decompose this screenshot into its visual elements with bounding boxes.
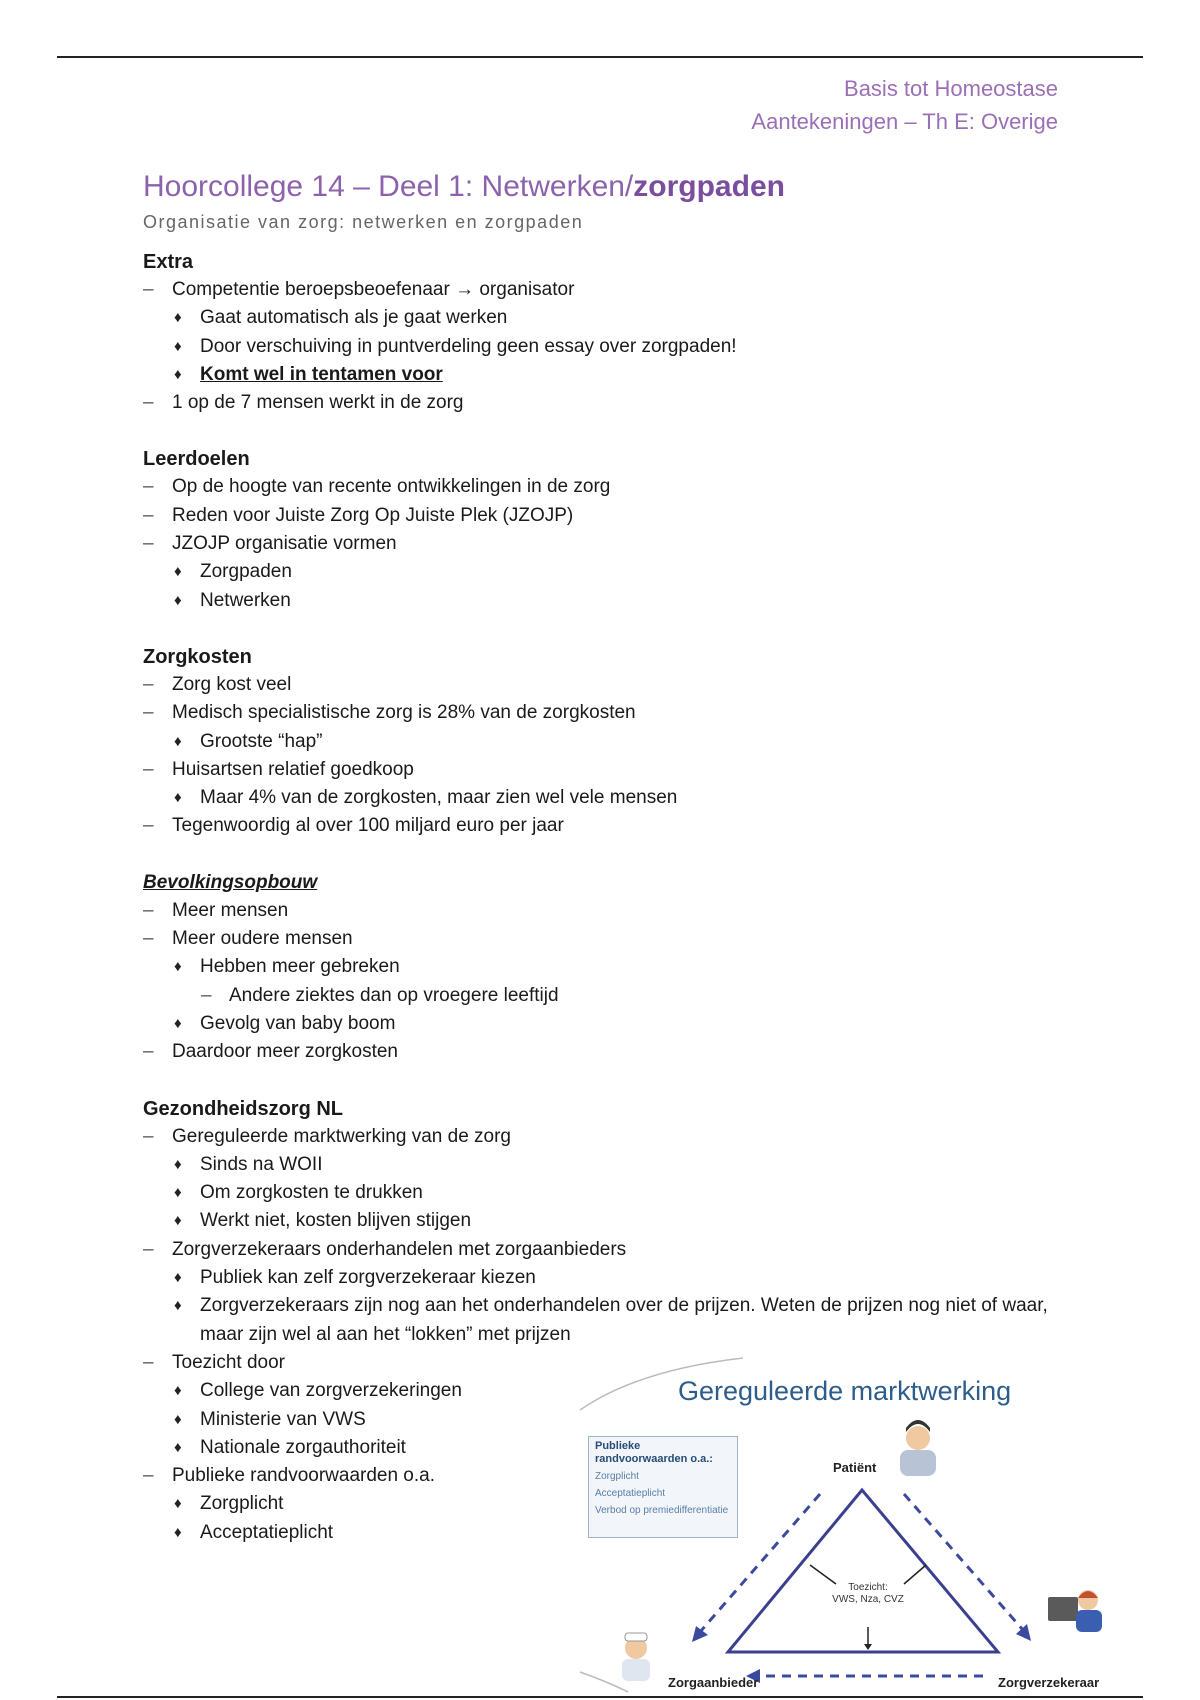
list-item: – JZOJP organisatie vormen <box>143 530 1063 558</box>
label-patient: Patiënt <box>833 1460 877 1475</box>
list-item: ♦ Om zorgkosten te drukken <box>143 1179 1063 1207</box>
section-heading-extra: Extra <box>143 251 194 273</box>
list-leerdoelen <box>143 473 1063 614</box>
list-item: ♦ Grootste “hap” <box>143 728 1063 756</box>
patient-icon <box>900 1420 936 1476</box>
page-title <box>143 168 1063 206</box>
header-line-2: Aantekeningen – Th E: Overige <box>751 109 1058 134</box>
page-subtitle: Organisatie van zorg: netwerken en zorgpaden <box>143 212 584 232</box>
emphasis-text: Komt wel in tentamen voor <box>200 363 443 385</box>
section-heading-leerdoelen: Leerdoelen <box>143 448 250 471</box>
list-item: ♦ Gevolg van baby boom <box>143 1010 1063 1038</box>
list-item: ♦ Ministerie van VWS <box>143 1406 1063 1434</box>
list-extra <box>143 276 1063 417</box>
list-item: – Reden voor Juiste Zorg Op Juiste Plek (JZOJP) <box>143 502 1063 530</box>
list-item: – Meer mensen <box>143 897 1063 925</box>
list-zorgkosten <box>143 671 1063 841</box>
arrowhead-verzekeraar <box>1016 1624 1031 1641</box>
list-item: ♦ Hebben meer gebreken <box>143 953 1063 981</box>
section-heading-gezondheidszorg: Gezondheidszorg NL <box>143 1097 343 1120</box>
box-item: Zorgplicht <box>595 1471 639 1482</box>
box-title: Publieke randvoorwaarden o.a.: <box>595 1440 713 1465</box>
top-rule <box>57 56 1143 58</box>
bottom-rule <box>57 1696 1143 1698</box>
list-item: ♦ Gaat automatisch als je gaat werken <box>143 304 1063 332</box>
triangle-shape <box>728 1490 998 1652</box>
aanbieder-icon <box>622 1633 650 1681</box>
list-item: ♦ College van zorgverzekeringen <box>143 1377 1063 1405</box>
list-item: ♦ Zorgpaden <box>143 558 1063 586</box>
list-item: – Zorgverzekeraars onderhandelen met zorgaanbieders <box>143 1236 1063 1264</box>
page-title-bold: zorgpaden <box>633 170 785 203</box>
running-header <box>751 72 1058 138</box>
list-item: – Op de hoogte van recente ontwikkelingen in de zorg <box>143 473 1063 501</box>
list-item: – Toezicht door <box>143 1349 1063 1377</box>
list-item: ♦ Acceptatieplicht <box>143 1519 1063 1547</box>
list-item: – Gereguleerde marktwerking van de zorg <box>143 1123 1063 1151</box>
decor-curve-bottom <box>580 1672 628 1692</box>
list-item <box>143 361 1063 389</box>
list-item: – Medisch specialistische zorg is 28% van de zorgkosten <box>143 699 1063 727</box>
list-item: ♦ Publiek kan zelf zorgverzekeraar kiezen <box>143 1264 1063 1292</box>
label-zorgaanbieder: Zorgaanbieder <box>668 1675 759 1690</box>
list-item: – Publieke randvoorwaarden o.a. <box>143 1462 1063 1490</box>
figure-gereguleerde-marktwerking <box>578 1352 1118 1694</box>
arrowhead-aanbieder <box>692 1626 708 1642</box>
list-item: ♦ Maar 4% van de zorgkosten, maar zien wel vele mensen <box>143 784 1063 812</box>
section-heading-zorgkosten: Zorgkosten <box>143 645 252 668</box>
toezicht-label <box>823 1582 913 1606</box>
box-item: Acceptatieplicht <box>595 1488 666 1499</box>
toezicht-pointer-head <box>864 1644 872 1650</box>
page-title-main: Hoorcollege 14 – Deel 1: Netwerken/ <box>143 170 634 203</box>
list-item: – Competentie beroepsbeoefenaar → organisator <box>143 276 1063 304</box>
list-bevolkingsopbouw <box>143 897 1063 1067</box>
list-item: ♦ Door verschuiving in puntverdeling geen essay over zorgpaden! <box>143 333 1063 361</box>
list-item: – Meer oudere mensen <box>143 925 1063 953</box>
label-zorgverzekeraar: Zorgverzekeraar <box>998 1675 1100 1690</box>
randvoorwaarden-box <box>588 1436 738 1538</box>
list-item: ♦ Zorgplicht <box>143 1490 1063 1518</box>
box-item: Verbod op premiedifferentiatie <box>595 1505 729 1516</box>
verzekeraar-icon <box>1048 1590 1102 1632</box>
list-item: ♦ Sinds na WOII <box>143 1151 1063 1179</box>
list-item: ♦ Netwerken <box>143 587 1063 615</box>
section-heading-bevolkingsopbouw: Bevolkingsopbouw <box>143 871 318 893</box>
list-item: – Andere ziektes dan op vroegere leeftijd <box>143 982 1063 1010</box>
list-item: – 1 op de 7 mensen werkt in de zorg <box>143 389 1063 417</box>
list-item: ♦ Zorgverzekeraars zijn nog aan het onderhandelen over de prijzen. Weten de prijzen nog niet of waar, maar zijn wel al aan het “lokken” met prijzen <box>143 1292 1063 1349</box>
list-item: ♦ Werkt niet, kosten blijven stijgen <box>143 1207 1063 1235</box>
document-body <box>143 168 1063 1547</box>
toezicht-orgs: VWS, Nza, CVZ <box>832 1594 904 1605</box>
list-item: – Tegenwoordig al over 100 miljard euro per jaar <box>143 812 1063 840</box>
list-item: – Zorg kost veel <box>143 671 1063 699</box>
header-line-1: Basis tot Homeostase <box>844 76 1058 101</box>
list-item: ♦ Nationale zorgauthoriteit <box>143 1434 1063 1462</box>
figure-title: Gereguleerde marktwerking <box>678 1376 1012 1406</box>
toezicht-title: Toezicht: <box>848 1582 888 1593</box>
list-item: – Huisartsen relatief goedkoop <box>143 756 1063 784</box>
list-item: – Daardoor meer zorgkosten <box>143 1038 1063 1066</box>
